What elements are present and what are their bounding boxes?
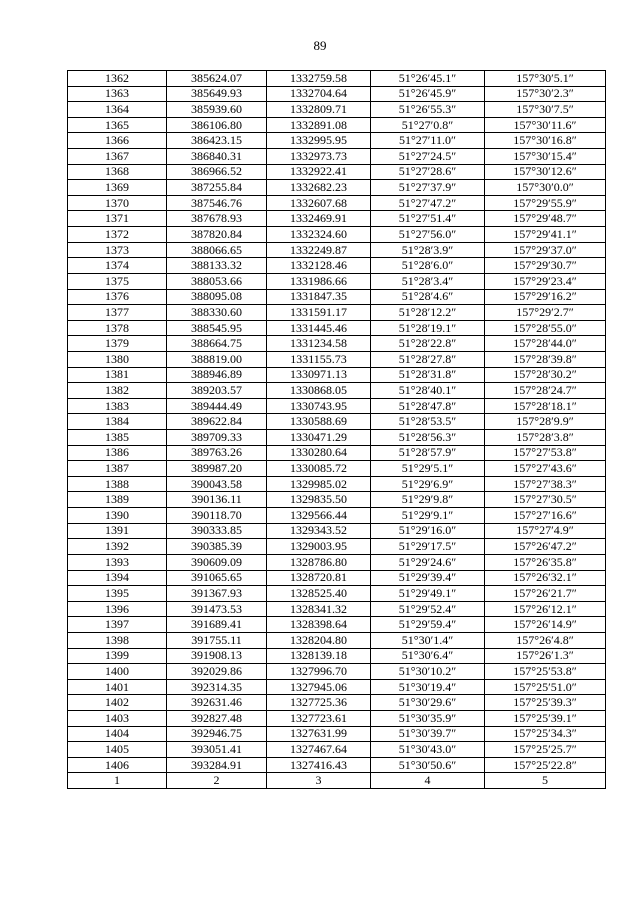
x-coordinate-cell: 388545.95 [167, 320, 267, 336]
table-row [68, 586, 606, 602]
latitude-cell: 51°30′39.7″ [371, 726, 485, 742]
x-coordinate-cell: 388133.32 [167, 258, 267, 274]
x-coordinate-cell: 391689.41 [167, 617, 267, 633]
point-number-cell: 1364 [68, 102, 167, 118]
point-number-cell: 1401 [68, 679, 167, 695]
x-coordinate-cell: 387678.93 [167, 211, 267, 227]
table-row [68, 86, 606, 102]
point-number-cell: 1371 [68, 211, 167, 227]
latitude-cell: 51°28′27.8″ [371, 351, 485, 367]
longitude-cell: 157°25′22.8″ [485, 757, 606, 773]
y-coordinate-cell: 1332324.60 [267, 227, 371, 243]
y-coordinate-cell: 1327631.99 [267, 726, 371, 742]
y-coordinate-cell: 1327945.06 [267, 679, 371, 695]
table-row [68, 632, 606, 648]
table-row [68, 523, 606, 539]
point-number-cell: 1392 [68, 539, 167, 555]
x-coordinate-cell: 385624.07 [167, 71, 267, 87]
y-coordinate-cell: 1328786.80 [267, 554, 371, 570]
x-coordinate-cell: 387546.76 [167, 195, 267, 211]
x-coordinate-cell: 389203.57 [167, 383, 267, 399]
longitude-cell: 157°30′11.6″ [485, 117, 606, 133]
latitude-cell: 51°28′57.9″ [371, 445, 485, 461]
longitude-cell: 157°28′44.0″ [485, 336, 606, 352]
latitude-cell: 51°29′39.4″ [371, 570, 485, 586]
point-number-cell: 1366 [68, 133, 167, 149]
table-row [68, 133, 606, 149]
longitude-cell: 157°30′2.3″ [485, 86, 606, 102]
y-coordinate-cell: 1328204.80 [267, 632, 371, 648]
longitude-cell: 157°26′47.2″ [485, 539, 606, 555]
y-coordinate-cell: 1327467.64 [267, 742, 371, 758]
latitude-cell: 51°28′6.0″ [371, 258, 485, 274]
latitude-cell: 51°30′10.2″ [371, 664, 485, 680]
x-coordinate-cell: 390043.58 [167, 476, 267, 492]
table-row [68, 461, 606, 477]
longitude-cell: 157°28′24.7″ [485, 383, 606, 399]
x-coordinate-cell: 387255.84 [167, 180, 267, 196]
y-coordinate-cell: 1332891.08 [267, 117, 371, 133]
latitude-cell: 51°29′9.1″ [371, 508, 485, 524]
y-coordinate-cell: 1329835.50 [267, 492, 371, 508]
x-coordinate-cell: 385939.60 [167, 102, 267, 118]
x-coordinate-cell: 392631.46 [167, 695, 267, 711]
longitude-cell: 157°27′16.6″ [485, 508, 606, 524]
y-coordinate-cell: 1327723.61 [267, 710, 371, 726]
point-number-cell: 1393 [68, 554, 167, 570]
table-row [68, 258, 606, 274]
x-coordinate-cell: 388330.60 [167, 305, 267, 321]
longitude-cell: 157°29′2.7″ [485, 305, 606, 321]
latitude-cell: 51°27′56.0″ [371, 227, 485, 243]
latitude-cell: 51°27′11.0″ [371, 133, 485, 149]
point-number-cell: 1377 [68, 305, 167, 321]
point-number-cell: 1390 [68, 508, 167, 524]
latitude-cell: 51°28′22.8″ [371, 336, 485, 352]
longitude-cell: 157°27′38.3″ [485, 476, 606, 492]
x-coordinate-cell: 392029.86 [167, 664, 267, 680]
latitude-cell: 51°30′1.4″ [371, 632, 485, 648]
latitude-cell: 51°26′45.1″ [371, 71, 485, 87]
table-row [68, 102, 606, 118]
point-number-cell: 1399 [68, 648, 167, 664]
table-row [68, 398, 606, 414]
longitude-cell: 157°27′30.5″ [485, 492, 606, 508]
y-coordinate-cell: 1328139.18 [267, 648, 371, 664]
longitude-cell: 157°29′55.9″ [485, 195, 606, 211]
y-coordinate-cell: 1330868.05 [267, 383, 371, 399]
latitude-cell: 51°26′45.9″ [371, 86, 485, 102]
point-number-cell: 1400 [68, 664, 167, 680]
longitude-cell: 157°29′16.2″ [485, 289, 606, 305]
x-coordinate-cell: 389987.20 [167, 461, 267, 477]
longitude-cell: 157°29′41.1″ [485, 227, 606, 243]
x-coordinate-cell: 389622.84 [167, 414, 267, 430]
table-row [68, 664, 606, 680]
longitude-cell: 157°28′39.8″ [485, 351, 606, 367]
coordinates-table-body [68, 71, 606, 789]
y-coordinate-cell: 1329566.44 [267, 508, 371, 524]
point-number-cell: 1406 [68, 757, 167, 773]
y-coordinate-cell: 1332995.95 [267, 133, 371, 149]
latitude-cell: 51°30′35.9″ [371, 710, 485, 726]
latitude-cell: 51°30′19.4″ [371, 679, 485, 695]
table-row [68, 320, 606, 336]
y-coordinate-cell: 1330085.72 [267, 461, 371, 477]
x-coordinate-cell: 391908.13 [167, 648, 267, 664]
latitude-cell: 51°27′28.6″ [371, 164, 485, 180]
x-coordinate-cell: 388819.00 [167, 351, 267, 367]
longitude-cell: 157°25′39.1″ [485, 710, 606, 726]
table-row [68, 305, 606, 321]
x-coordinate-cell: 388053.66 [167, 273, 267, 289]
longitude-cell: 157°26′21.7″ [485, 586, 606, 602]
longitude-cell: 157°29′30.7″ [485, 258, 606, 274]
latitude-cell: 51°29′9.8″ [371, 492, 485, 508]
latitude-cell: 51°30′29.6″ [371, 695, 485, 711]
x-coordinate-cell: 391367.93 [167, 586, 267, 602]
y-coordinate-cell: 1330588.69 [267, 414, 371, 430]
longitude-cell: 157°30′12.6″ [485, 164, 606, 180]
table-row [68, 351, 606, 367]
x-coordinate-cell: 388946.89 [167, 367, 267, 383]
latitude-cell: 51°26′55.3″ [371, 102, 485, 118]
point-number-cell: 1379 [68, 336, 167, 352]
y-coordinate-cell: 1332607.68 [267, 195, 371, 211]
point-number-cell: 1388 [68, 476, 167, 492]
y-coordinate-cell: 1331591.17 [267, 305, 371, 321]
point-number-cell: 1381 [68, 367, 167, 383]
point-number-cell: 1367 [68, 149, 167, 165]
table-row [68, 492, 606, 508]
point-number-cell: 1385 [68, 430, 167, 446]
latitude-cell: 51°27′47.2″ [371, 195, 485, 211]
longitude-cell: 157°27′4.9″ [485, 523, 606, 539]
point-number-cell: 1380 [68, 351, 167, 367]
x-coordinate-cell: 388095.08 [167, 289, 267, 305]
longitude-cell: 157°28′9.9″ [485, 414, 606, 430]
x-coordinate-cell: 386966.52 [167, 164, 267, 180]
y-coordinate-cell: 1332128.46 [267, 258, 371, 274]
table-row [68, 414, 606, 430]
y-coordinate-cell: 1332809.71 [267, 102, 371, 118]
point-number-cell: 1363 [68, 86, 167, 102]
table-row [68, 71, 606, 87]
latitude-cell: 51°27′37.9″ [371, 180, 485, 196]
x-coordinate-cell: 390136.11 [167, 492, 267, 508]
point-number-cell: 1374 [68, 258, 167, 274]
longitude-cell: 157°26′4.8″ [485, 632, 606, 648]
x-coordinate-cell: 386423.15 [167, 133, 267, 149]
point-number-cell: 1398 [68, 632, 167, 648]
longitude-cell: 157°26′1.3″ [485, 648, 606, 664]
point-number-cell: 1384 [68, 414, 167, 430]
longitude-cell: 157°25′53.8″ [485, 664, 606, 680]
column-number-row [68, 773, 606, 789]
point-number-cell: 1386 [68, 445, 167, 461]
latitude-cell: 51°29′24.6″ [371, 554, 485, 570]
y-coordinate-cell: 1332704.64 [267, 86, 371, 102]
x-coordinate-cell: 391065.65 [167, 570, 267, 586]
table-row [68, 195, 606, 211]
x-coordinate-cell: 392827.48 [167, 710, 267, 726]
y-coordinate-cell: 1331986.66 [267, 273, 371, 289]
table-row [68, 367, 606, 383]
latitude-cell: 51°27′0.8″ [371, 117, 485, 133]
latitude-cell: 51°30′6.4″ [371, 648, 485, 664]
longitude-cell: 157°26′12.1″ [485, 601, 606, 617]
latitude-cell: 51°29′59.4″ [371, 617, 485, 633]
longitude-cell: 157°28′30.2″ [485, 367, 606, 383]
y-coordinate-cell: 1332973.73 [267, 149, 371, 165]
point-number-cell: 1370 [68, 195, 167, 211]
x-coordinate-cell: 388664.75 [167, 336, 267, 352]
x-coordinate-cell: 386840.31 [167, 149, 267, 165]
latitude-cell: 51°28′53.5″ [371, 414, 485, 430]
y-coordinate-cell: 1329003.95 [267, 539, 371, 555]
point-number-cell: 1394 [68, 570, 167, 586]
x-coordinate-cell: 388066.65 [167, 242, 267, 258]
x-coordinate-cell: 390118.70 [167, 508, 267, 524]
table-row [68, 117, 606, 133]
x-coordinate-cell: 390385.39 [167, 539, 267, 555]
x-coordinate-cell: 386106.80 [167, 117, 267, 133]
longitude-cell: 157°29′37.0″ [485, 242, 606, 258]
point-number-cell: 1376 [68, 289, 167, 305]
latitude-cell: 51°27′51.4″ [371, 211, 485, 227]
table-row [68, 554, 606, 570]
table-row [68, 289, 606, 305]
y-coordinate-cell: 1331445.46 [267, 320, 371, 336]
latitude-cell: 51°28′47.8″ [371, 398, 485, 414]
point-number-cell: 1396 [68, 601, 167, 617]
latitude-cell: 51°28′3.9″ [371, 242, 485, 258]
latitude-cell: 51°28′3.4″ [371, 273, 485, 289]
y-coordinate-cell: 1327996.70 [267, 664, 371, 680]
y-coordinate-cell: 1329343.52 [267, 523, 371, 539]
column-number-cell: 1 [68, 773, 167, 789]
latitude-cell: 51°28′40.1″ [371, 383, 485, 399]
point-number-cell: 1405 [68, 742, 167, 758]
point-number-cell: 1369 [68, 180, 167, 196]
latitude-cell: 51°30′43.0″ [371, 742, 485, 758]
longitude-cell: 157°29′48.7″ [485, 211, 606, 227]
point-number-cell: 1395 [68, 586, 167, 602]
table-row [68, 164, 606, 180]
latitude-cell: 51°27′24.5″ [371, 149, 485, 165]
x-coordinate-cell: 390609.09 [167, 554, 267, 570]
latitude-cell: 51°28′12.2″ [371, 305, 485, 321]
y-coordinate-cell: 1328525.40 [267, 586, 371, 602]
latitude-cell: 51°29′16.0″ [371, 523, 485, 539]
table-row [68, 445, 606, 461]
x-coordinate-cell: 385649.93 [167, 86, 267, 102]
table-row [68, 383, 606, 399]
y-coordinate-cell: 1332922.41 [267, 164, 371, 180]
x-coordinate-cell: 391755.11 [167, 632, 267, 648]
x-coordinate-cell: 392946.75 [167, 726, 267, 742]
latitude-cell: 51°29′17.5″ [371, 539, 485, 555]
point-number-cell: 1368 [68, 164, 167, 180]
table-row [68, 149, 606, 165]
latitude-cell: 51°29′49.1″ [371, 586, 485, 602]
y-coordinate-cell: 1328720.81 [267, 570, 371, 586]
x-coordinate-cell: 393284.91 [167, 757, 267, 773]
point-number-cell: 1389 [68, 492, 167, 508]
table-row [68, 508, 606, 524]
table-row [68, 570, 606, 586]
latitude-cell: 51°28′31.8″ [371, 367, 485, 383]
table-row [68, 476, 606, 492]
latitude-cell: 51°29′6.9″ [371, 476, 485, 492]
table-row [68, 648, 606, 664]
longitude-cell: 157°25′39.3″ [485, 695, 606, 711]
y-coordinate-cell: 1331155.73 [267, 351, 371, 367]
page-number: 89 [313, 38, 327, 53]
x-coordinate-cell: 387820.84 [167, 227, 267, 243]
y-coordinate-cell: 1327416.43 [267, 757, 371, 773]
longitude-cell: 157°27′43.6″ [485, 461, 606, 477]
table-row [68, 695, 606, 711]
table-row [68, 211, 606, 227]
column-number-cell: 3 [267, 773, 371, 789]
longitude-cell: 157°27′53.8″ [485, 445, 606, 461]
latitude-cell: 51°30′50.6″ [371, 757, 485, 773]
point-number-cell: 1365 [68, 117, 167, 133]
y-coordinate-cell: 1330280.64 [267, 445, 371, 461]
table-row [68, 742, 606, 758]
latitude-cell: 51°28′19.1″ [371, 320, 485, 336]
latitude-cell: 51°28′56.3″ [371, 430, 485, 446]
x-coordinate-cell: 393051.41 [167, 742, 267, 758]
point-number-cell: 1387 [68, 461, 167, 477]
y-coordinate-cell: 1331234.58 [267, 336, 371, 352]
y-coordinate-cell: 1330471.29 [267, 430, 371, 446]
table-row [68, 430, 606, 446]
table-row [68, 757, 606, 773]
y-coordinate-cell: 1332759.58 [267, 71, 371, 87]
y-coordinate-cell: 1330971.13 [267, 367, 371, 383]
longitude-cell: 157°30′16.8″ [485, 133, 606, 149]
point-number-cell: 1391 [68, 523, 167, 539]
table-row [68, 336, 606, 352]
x-coordinate-cell: 392314.35 [167, 679, 267, 695]
point-number-cell: 1402 [68, 695, 167, 711]
y-coordinate-cell: 1330743.95 [267, 398, 371, 414]
point-number-cell: 1382 [68, 383, 167, 399]
x-coordinate-cell: 391473.53 [167, 601, 267, 617]
column-number-cell: 4 [371, 773, 485, 789]
point-number-cell: 1378 [68, 320, 167, 336]
table-row [68, 180, 606, 196]
latitude-cell: 51°29′52.4″ [371, 601, 485, 617]
x-coordinate-cell: 389444.49 [167, 398, 267, 414]
longitude-cell: 157°25′25.7″ [485, 742, 606, 758]
table-row [68, 273, 606, 289]
coordinates-table [67, 70, 606, 789]
longitude-cell: 157°28′3.8″ [485, 430, 606, 446]
longitude-cell: 157°28′55.0″ [485, 320, 606, 336]
y-coordinate-cell: 1328398.64 [267, 617, 371, 633]
longitude-cell: 157°30′5.1″ [485, 71, 606, 87]
x-coordinate-cell: 389763.26 [167, 445, 267, 461]
x-coordinate-cell: 389709.33 [167, 430, 267, 446]
point-number-cell: 1383 [68, 398, 167, 414]
table-row [68, 726, 606, 742]
longitude-cell: 157°26′35.8″ [485, 554, 606, 570]
y-coordinate-cell: 1332469.91 [267, 211, 371, 227]
point-number-cell: 1362 [68, 71, 167, 87]
table-row [68, 539, 606, 555]
table-row [68, 679, 606, 695]
y-coordinate-cell: 1332249.87 [267, 242, 371, 258]
longitude-cell: 157°26′32.1″ [485, 570, 606, 586]
longitude-cell: 157°30′15.4″ [485, 149, 606, 165]
longitude-cell: 157°29′23.4″ [485, 273, 606, 289]
latitude-cell: 51°29′5.1″ [371, 461, 485, 477]
table-row [68, 617, 606, 633]
x-coordinate-cell: 390333.85 [167, 523, 267, 539]
point-number-cell: 1373 [68, 242, 167, 258]
longitude-cell: 157°25′51.0″ [485, 679, 606, 695]
y-coordinate-cell: 1329985.02 [267, 476, 371, 492]
y-coordinate-cell: 1331847.35 [267, 289, 371, 305]
table-row [68, 227, 606, 243]
point-number-cell: 1397 [68, 617, 167, 633]
longitude-cell: 157°25′34.3″ [485, 726, 606, 742]
table-row [68, 601, 606, 617]
longitude-cell: 157°30′7.5″ [485, 102, 606, 118]
y-coordinate-cell: 1332682.23 [267, 180, 371, 196]
point-number-cell: 1372 [68, 227, 167, 243]
y-coordinate-cell: 1327725.36 [267, 695, 371, 711]
point-number-cell: 1404 [68, 726, 167, 742]
column-number-cell: 2 [167, 773, 267, 789]
table-row [68, 710, 606, 726]
longitude-cell: 157°30′0.0″ [485, 180, 606, 196]
table-row [68, 242, 606, 258]
point-number-cell: 1403 [68, 710, 167, 726]
point-number-cell: 1375 [68, 273, 167, 289]
latitude-cell: 51°28′4.6″ [371, 289, 485, 305]
longitude-cell: 157°26′14.9″ [485, 617, 606, 633]
longitude-cell: 157°28′18.1″ [485, 398, 606, 414]
column-number-cell: 5 [485, 773, 606, 789]
y-coordinate-cell: 1328341.32 [267, 601, 371, 617]
